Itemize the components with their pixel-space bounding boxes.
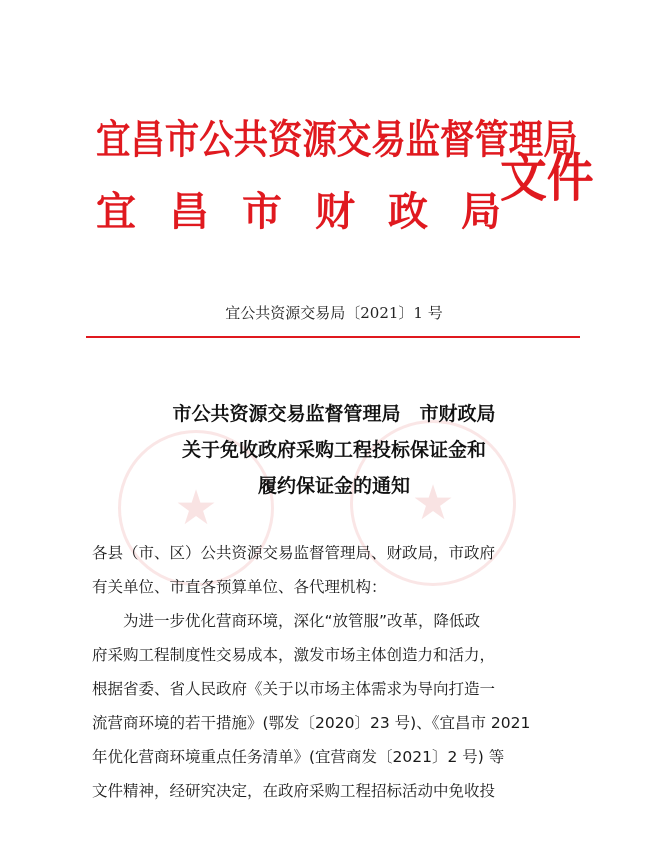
paragraph-line: 府采购工程制度性交易成本，激发市场主体创造力和活力，: [92, 646, 496, 664]
document-header: [0, 0, 668, 260]
red-divider: [86, 336, 580, 338]
paragraph-line: 根据省委、省人民政府《关于以市场主体需求为导向打造一: [92, 680, 496, 698]
header-issuer-2-char: 市: [242, 188, 282, 235]
header-issuer-2-char: 政: [388, 188, 428, 235]
title-line-2: 关于免收政府采购工程投标保证金和: [181, 439, 486, 461]
seal-star-icon: ★: [411, 475, 455, 531]
document-body: [92, 536, 582, 808]
header-issuer-2-char: 昌: [169, 188, 209, 235]
paragraph-line: 年优化营商环境重点任务清单》(宜营商发〔2021〕2 号) 等: [92, 748, 505, 766]
header-issuer-2-char: 财: [315, 188, 355, 235]
paragraph-line: 为进一步优化营商环境，深化“放管服”改革，降低政: [123, 612, 481, 630]
paragraph-line: 流营商环境的若干措施》(鄂发〔2020〕23 号)、《宜昌市 2021: [92, 714, 531, 732]
addressee-line-1: 各县（市、区）公共资源交易监督管理局、财政局，市政府: [92, 544, 496, 562]
header-issuer-1: 宜昌市公共资源交易监督管理局: [96, 116, 578, 163]
title-line-1: 市公共资源交易监督管理局 市财政局: [172, 403, 496, 425]
header-issuer-2-char: 局: [461, 188, 501, 235]
document-title: [0, 396, 668, 504]
seal-star-icon: ★: [174, 480, 218, 536]
title-line-3: 履约保证金的通知: [257, 475, 410, 497]
document-number: 宜公共资源交易局〔2021〕1 号: [225, 304, 443, 322]
header-document-label: 文件: [500, 148, 594, 209]
header-issuer-2: [96, 180, 501, 237]
addressee-line-2: 有关单位、市直各预算单位、各代理机构：: [92, 578, 387, 596]
header-issuer-2-char: 宜: [96, 188, 136, 235]
paragraph-line: 文件精神，经研究决定，在政府采购工程招标活动中免收投: [92, 782, 496, 800]
